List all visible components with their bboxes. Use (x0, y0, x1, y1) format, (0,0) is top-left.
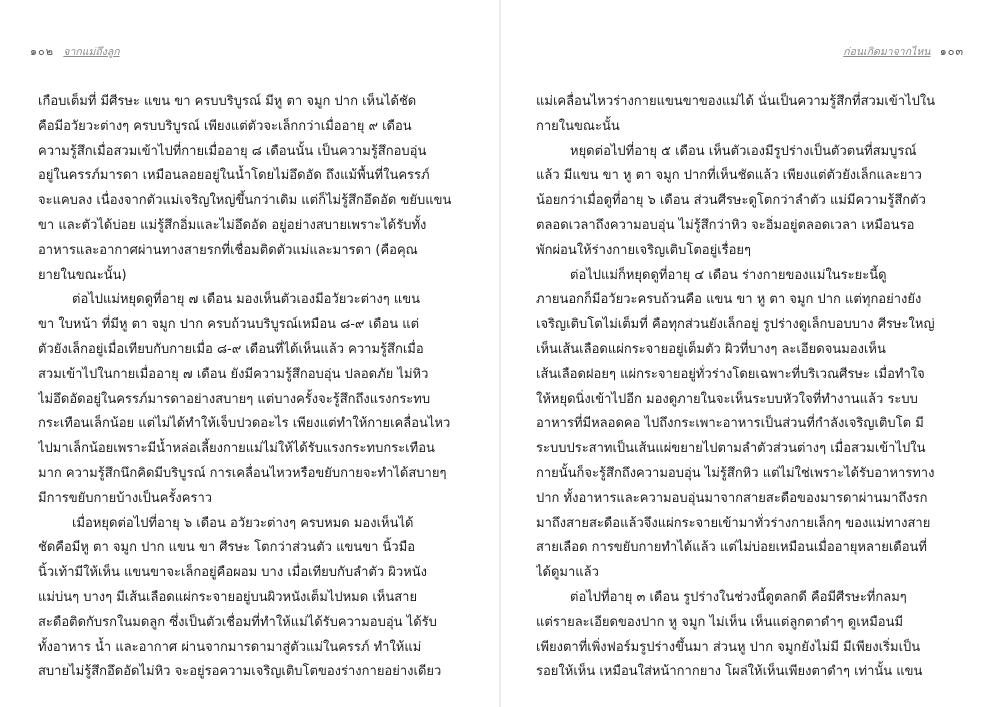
text-line: อาหารและอากาศผ่านทางสายรกที่เชื่อมติดตัวแม่และมารดา (คือคุณ (38, 242, 418, 258)
text-line: มีการขยับกายบ้างเป็นครั้งคราว (38, 490, 213, 506)
text-line: สายเลือด การขยับกายทำได้แล้ว แต่ไม่บ่อยเหมือนเมื่ออายุหลายเดือนที่ (536, 540, 927, 556)
text-line: กายในขณะนั้น (536, 118, 620, 134)
text-line: ระบบประสาทเป็นเส้นแผ่ขยายไปตามลำตัวส่วนต่างๆ เมื่อสวมเข้าไปใน (536, 441, 926, 457)
left-page-body (38, 90, 470, 685)
text-line: ความรู้สึกเมื่อสวมเข้าไปที่กายเมื่ออายุ ๘ เดือนนั้น เป็นความรู้สึกอบอุ่น (38, 143, 427, 159)
text-line: ได้ดูมาแล้ว (536, 565, 599, 581)
text-line: คือมีอวัยวะต่างๆ ครบบริบูรณ์ เพียงแต่ตัวจะเล็กกว่าเมื่ออายุ ๙ เดือน (38, 118, 412, 134)
paragraph-start-line: ต่อไปแม่ก็หยุดดูที่อายุ ๔ เดือน ร่างกายของแม่ในระยะนี้ดู (570, 267, 887, 283)
text-line: มาก ความรู้สึกนึกคิดมีบริบูรณ์ การเคลื่อนไหวหรือขยับกายจะทำได้สบายๆ (38, 465, 447, 481)
paragraph-start-line: เมื่อหยุดต่อไปที่อายุ ๖ เดือน อวัยวะต่างๆ ครบหมด มองเห็นได้ (72, 515, 414, 531)
text-line: ขา ใบหน้า ที่มีหู ตา จมูก ปาก ครบถ้วนบริบูรณ์เหมือน ๘-๙ เดือน แต่ (38, 317, 420, 333)
text-line: ไม่อึดอัดอยู่ในครรภ์มารดาอย่างสบายๆ แต่บางครั้งจะรู้สึกถึงแรงกระทบ (38, 391, 431, 407)
text-line: แล้ว มีแขน ขา หู ตา จมูก ปากที่เห็นชัดแล้ว เพียงแต่ตัวยังเล็กและยาว (536, 168, 922, 184)
right-page (500, 0, 1000, 707)
text-line: เพียงตาที่เพิ่งฟอร์มรูปร่างขึ้นมา ส่วนหู ปาก จมูกยังไม่มี มีเพียงเริ่มเป็น (536, 639, 921, 655)
paragraph-start-line: หยุดต่อไปที่อายุ ๕ เดือน เห็นตัวเองมีรูปร่างเป็นตัวตนที่สมบูรณ์ (570, 143, 917, 159)
text-line: น้อยกว่าเมื่อดูที่อายุ ๖ เดือน ส่วนศีรษะดูโตกว่าลำตัว แม่มีความรู้สึกตัว (536, 193, 926, 209)
text-line: แม่บ่นๆ บางๆ มีเส้นเลือดแผ่กระจายอยู่บนผิวหนังเต็มไปหมด เห็นสาย (38, 589, 418, 605)
text-line: เกือบเต็มที่ มีศีรษะ แขน ขา ครบบริบูรณ์ มีหู ตา จมูก ปาก เห็นได้ชัด (38, 94, 417, 109)
text-line: ปาก ทั้งอาหารและความอบอุ่นมาจากสายสะดือของมารดาผ่านมาถึงรก (536, 490, 928, 506)
text-line: พักผ่อนให้ร่างกายเจริญเติบโตอยู่เรื่อยๆ (536, 242, 752, 258)
text-line: สบายไม่รู้สึกอึดอัดไม่หิว จะอยู่รอความเจริญเติบโตของร่างกายอย่างเดียว (38, 664, 442, 680)
text-line: ให้หยุดนิ่งเข้าไปอีก มองดูภายในจะเห็นระบบหัวใจที่ทำงานแล้ว ระบบ (536, 391, 918, 407)
text-line: กระเทือนเล็กน้อย แต่ไม่ได้ทำให้เจ็บปวดอะไร เพียงแต่ทำให้กายเคลื่อนไหว (38, 416, 451, 432)
text-line: สวมเข้าไปในกายเมื่ออายุ ๗ เดือน ยังมีความรู้สึกอบอุ่น ปลอดภัย ไม่หิว (38, 366, 429, 382)
text-line: สะดือติดกับรกในมดลูก ซึ่งเป็นตัวเชื่อมที่ทำให้แม่ได้รับความอบอุ่น ได้รับ (38, 614, 437, 630)
text-line: แต่รายละเอียดของปาก หู จมูก ไม่เห็น เห็นแต่ลูกตาดำๆ ดูเหมือนมี (536, 614, 904, 630)
left-page-header (30, 42, 126, 58)
text-line: ขา และตัวได้บ่อย แม่รู้สึกอิ่มและไม่อึดอัด อยู่อย่างสบายเพราะได้รับทั้ง (38, 217, 427, 233)
text-line: ภายนอกก็มีอวัยวะครบถ้วนคือ แขน ขา หู ตา จมูก ปาก แต่ทุกอย่างยัง (536, 292, 922, 308)
text-line: ตลอดเวลาถึงความอบอุ่น ไม่รู้สึกว่าหิว จะอิ่มอยู่ตลอดเวลา เหมือนรอ (536, 217, 915, 233)
text-line: รอยให้เห็น เหมือนใส่หน้ากากยาง โผล่ให้เห็นเพียงตาดำๆ เท่านั้น แขน (536, 664, 923, 680)
text-line: จะแคบลง เนื่องจากตัวแม่เจริญใหญ่ขึ้นกว่าเดิม แต่ก็ไม่รู้สึกอึดอัด ขยับแขน (38, 193, 452, 209)
text-line: ทั้งอาหาร น้ำ และอากาศ ผ่านจากมารดามาสู่ตัวแม่ในครรภ์ ทำให้แม่ (38, 639, 422, 655)
text-line: เจริญเติบโตไม่เต็มที่ คือทุกส่วนยังเล็กอยู่ รูปร่างดูเล็กบอบบาง ศีรษะใหญ่ (536, 317, 935, 333)
paragraph-start-line: ต่อไปแม่หยุดดูที่อายุ ๗ เดือน มองเห็นตัวเองมีอวัยวะต่างๆ แขน (72, 292, 421, 308)
text-line: มาถึงสายสะดือแล้วจึงแผ่กระจายเข้ามาทั่วร่างกายเล็กๆ ของแม่ทางสาย (536, 515, 931, 531)
paragraph-start-line: ต่อไปที่อายุ ๓ เดือน รูปร่างในช่วงนี้ดูตลกดี คือมีศีรษะที่กลมๆ (570, 589, 907, 605)
page-number: ๑๐๒ (30, 45, 54, 58)
text-line: ชัดคือมีหู ตา จมูก ปาก แขน ขา ศีรษะ โตกว่าส่วนตัว แขนขา นิ้วมือ (38, 540, 416, 556)
text-line: แม่เคลื่อนไหวร่างกายแขนขาของแม่ได้ นั่นเป็นความรู้สึกที่สวมเข้าไปใน (536, 94, 936, 109)
text-line: ไปมาเล็กน้อยเพราะมีน้ำหล่อเลี้ยงกายแม่ไม่ให้ได้รับแรงกระทบกระเทือน (38, 441, 435, 457)
right-page-body (536, 90, 964, 685)
text-line: อาหารที่มีหลอดคอ ไปถึงกระเพาะอาหารเป็นส่วนที่กำลังเจริญเติบโต มี (536, 416, 924, 432)
text-line: นิ้วเท้ามีให้เห็น แขนขาจะเล็กอยู่คือผอม บาง เมื่อเทียบกับลำตัว ผิวหนัง (38, 565, 428, 581)
text-line: อยู่ในครรภ์มารดา เหมือนลอยอยู่ในน้ำโดยไม่อึดอัด ถึงแม้พื้นที่ในครรภ์ (38, 168, 430, 184)
text-line: กายนั้นก็จะรู้สึกถึงความอบอุ่น ไม่รู้สึกหิว แต่ไม่ใช่เพราะได้รับอาหารทาง (536, 465, 935, 481)
running-title: จากแม่ถึงลูก (63, 46, 120, 58)
text-line: ยายในขณะนั้น) (38, 267, 127, 283)
right-page-header (837, 42, 964, 58)
text-line: เส้นเลือดฝอยๆ แผ่กระจายอยู่ทั่วร่างโดยเฉพาะที่บริเวณศีรษะ เมื่อทำใจ (536, 366, 925, 382)
text-line: เห็นเส้นเลือดแผ่กระจายอยู่เต็มตัว ผิวที่บางๆ ละเอียดจนมองเห็น (536, 341, 886, 357)
page-number: ๑๐๓ (939, 45, 964, 58)
running-title: ก่อนเกิดมาจากไหน (843, 46, 931, 58)
text-line: ตัวยังเล็กอยู่เมื่อเทียบกับกายเมื่อ ๘-๙ เดือนที่ได้เห็นแล้ว ความรู้สึกเมื่อ (38, 341, 424, 357)
